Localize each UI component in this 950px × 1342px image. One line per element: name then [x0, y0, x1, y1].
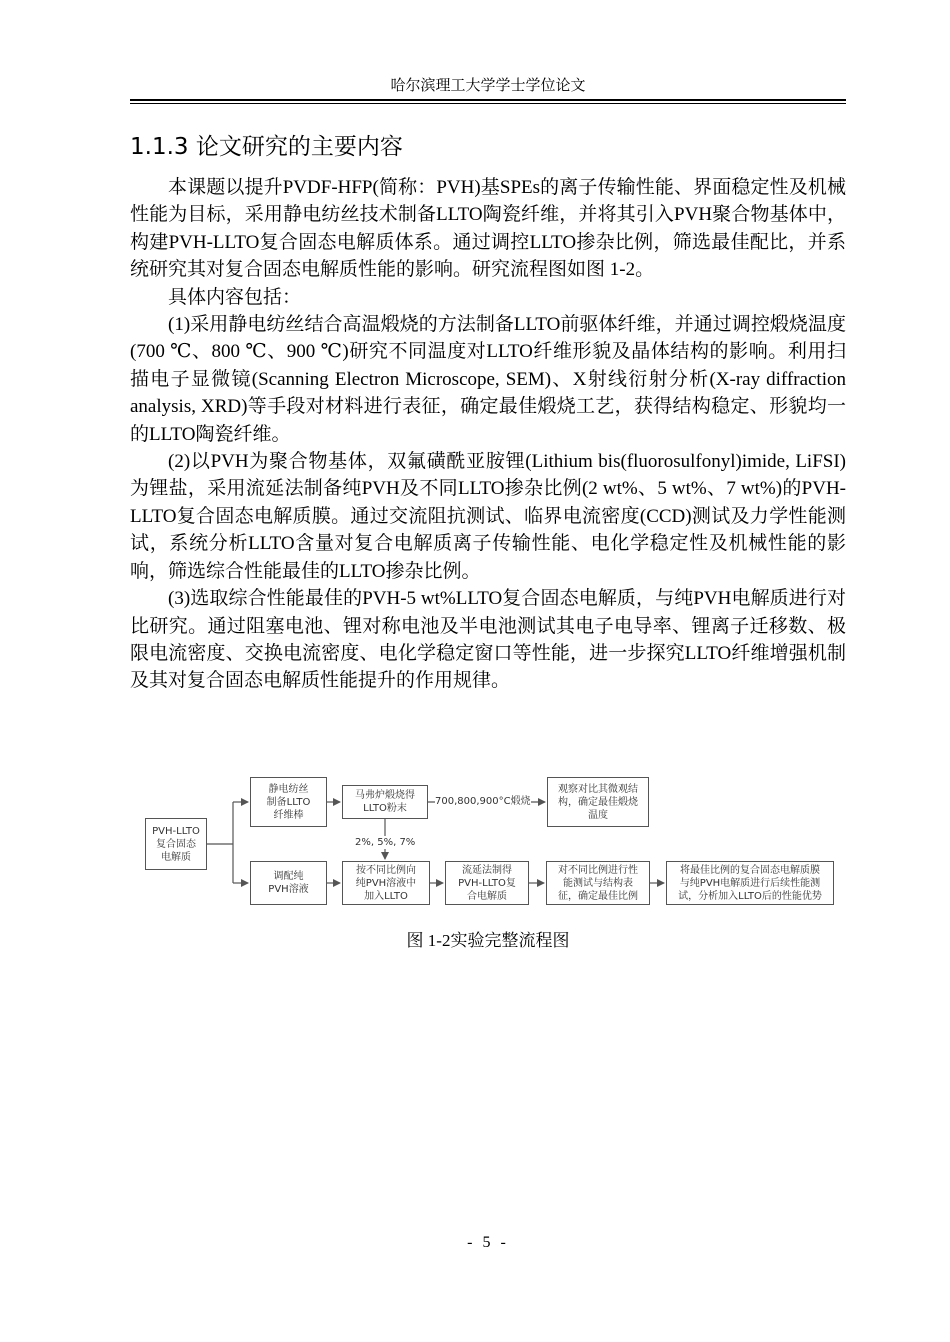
- header-rule-thick: [130, 99, 846, 101]
- running-header: 哈尔滨理工大学学士学位论文: [390, 78, 586, 94]
- flow-node-ratio-testing: 对不同比例进行性 能测试与结构表 征，确定最佳比例: [546, 861, 650, 905]
- flow-node-add-llto: 按不同比例向 纯PVH溶液中 加入LLTO: [342, 861, 430, 905]
- flow-node-calcination: 马弗炉煅烧得 LLTO粉末: [342, 785, 428, 819]
- section-title: 1.1.3 论文研究的主要内容: [130, 134, 403, 160]
- body-text: [130, 174, 846, 695]
- paragraph-contents-lead: 具体内容包括：: [168, 286, 302, 308]
- figure-caption: 图 1-2实验完整流程图: [406, 931, 570, 950]
- flow-label-temperatures: 700,800,900°C煅烧: [435, 796, 531, 807]
- paragraph-item-1: (1)采用静电纺丝结合高温煅烧的方法制备LLTO前驱体纤维，并通过调控煅烧温度(700 ℃、800 ℃、900 ℃)研究不同温度对LLTO纤维形貌及晶体结构的影响。利用扫描电子显微镜(Scanning Electron Microscope, SEM)、X射线衍射分析(X-ray diffraction analysis, XRD)等手段对材料进行表征，确定最佳煅烧工艺，获得结构稳定、形貌均一的LLTO陶瓷纤维。: [130, 314, 846, 445]
- flow-node-optimal-temperature: 观察对比其微观结 构，确定最佳煅烧 温度: [547, 777, 649, 827]
- flow-node-tape-casting: 流延法制得 PVH-LLTO复 合电解质: [445, 861, 529, 905]
- flow-node-pvh-solution: 调配纯 PVH溶液: [250, 861, 327, 905]
- flow-node-root: PVH-LLTO 复合固态 电解质: [145, 818, 207, 870]
- header-rule-thin: [130, 103, 846, 104]
- flow-label-ratios: 2%, 5%, 7%: [355, 837, 416, 848]
- paragraph-item-3: (3)选取综合性能最佳的PVH-5 wt%LLTO复合固态电解质，与纯PVH电解质进行对比研究。通过阻塞电池、锂对称电池及半电池测试其电子电导率、锂离子迁移数、极限电流密度、交换电流密度、电化学稳定窗口等性能，进一步探究LLTO纤维增强机制及其对复合固态电解质性能提升的作用规律。: [130, 588, 846, 692]
- paragraph-intro: 本课题以提升PVDF-HFP(简称：PVH)基SPEs的离子传输性能、界面稳定性及机械性能为目标，采用静电纺丝技术制备LLTO陶瓷纤维，并将其引入PVH聚合物基体中，构建PVH-LLTO复合固态电解质体系。通过调控LLTO掺杂比例，筛选最佳配比，并系统研究其对复合固态电解质性能的影响。研究流程图如图 1-2。: [130, 177, 846, 281]
- flow-node-electrospinning: 静电纺丝 制备LLTO 纤维棒: [250, 777, 327, 827]
- paragraph-item-2: (2)以PVH为聚合物基体，双氟磺酰亚胺锂(Lithium bis(fluorosulfonyl)imide, LiFSI)为锂盐，采用流延法制备纯PVH及不同LLTO掺杂比例(2 wt%、5 wt%、7 wt%)的PVH-LLTO复合固态电解质膜。通过交流阻抗测试、临界电流密度(CCD)测试及力学性能测试，系统分析LLTO含量对复合电解质离子传输性能、电化学稳定性及机械性能的影响，筛选综合性能最佳的LLTO掺杂比例。: [130, 451, 846, 582]
- page-number: - 5 -: [467, 1234, 509, 1251]
- flow-node-performance-comparison: 将最佳比例的复合固态电解质膜 与纯PVH电解质进行后续性能测 试，分析加入LLTO后的性能优势: [666, 861, 834, 905]
- flowchart-figure: [145, 773, 835, 913]
